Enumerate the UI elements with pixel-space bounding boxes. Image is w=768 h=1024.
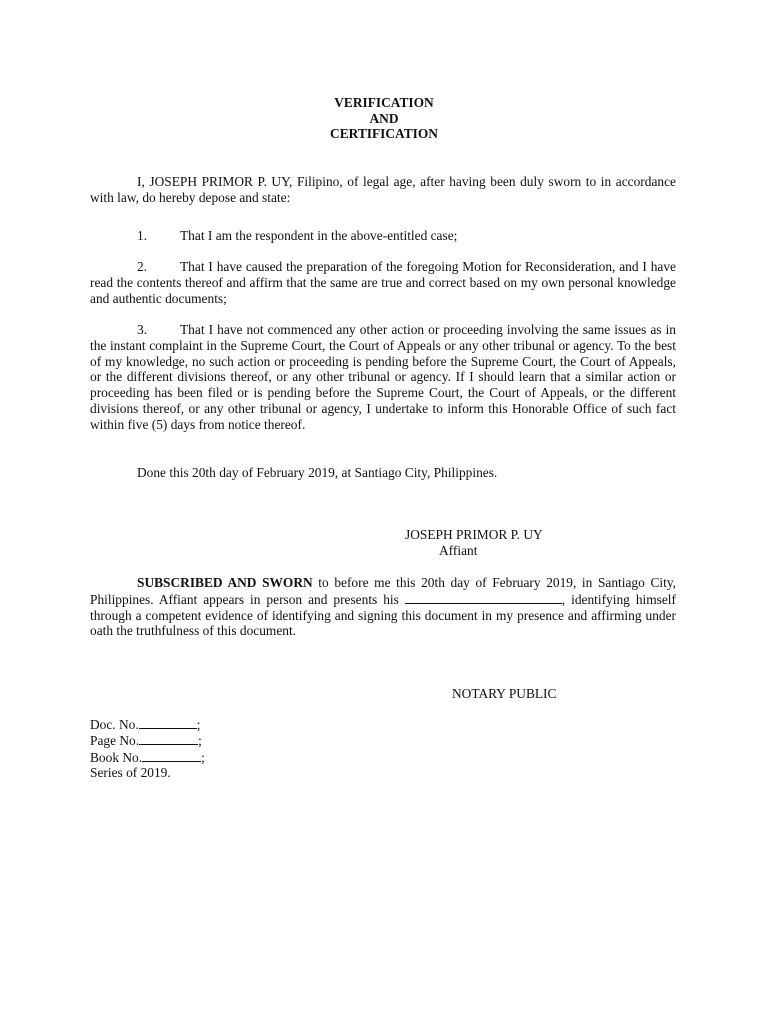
jurat-text-2: , identifying himself through a competent evidence of identifying and signing this document in my presence and affirming under oath the truthfulness of this document.	[90, 591, 676, 639]
jurat-text-1: to before me this 20th day of February 2019, in Santiago City, Philippines. Affiant appears in person and presents his	[90, 575, 676, 607]
item-1-text: That I am the respondent in the above-entitled case;	[180, 228, 458, 243]
id-blank-line[interactable]	[405, 591, 562, 604]
done-line: Done this 20th day of February 2019, at Santiago City, Philippines.	[137, 465, 498, 480]
title-line-1: VERIFICATION	[334, 95, 434, 110]
series-line: Series of 2019.	[90, 765, 171, 781]
page-no-line	[90, 732, 205, 748]
item-3-number: 3.	[137, 322, 148, 337]
doc-no-blank[interactable]	[139, 716, 197, 729]
title-line-2: AND	[369, 110, 399, 126]
intro-paragraph: I, JOSEPH PRIMOR P. UY, Filipino, of legal age, after having been duly sworn to in accordance with law, do hereby depose and state:	[90, 174, 676, 205]
doc-no-label: Doc. No.	[90, 717, 139, 732]
item-3-text: That I have not commenced any other action or proceeding involving the same issues as in the instant complaint in the Supreme Court, the Court of Appeals or any other tribunal or agency. To the best of my knowledge, no such action or proceeding is pending before the Supreme Court, the Court of Appeals, or the different divisions thereof, or any other tribunal or agency. If I should learn that a similar action or proceeding has been filed or is pending before the Supreme Court, the Court of Appeals, or the different divisions thereof, or any other tribunal or agency, I undertake to inform this Honorable Office of such fact within five (5) days from notice thereof.	[90, 322, 676, 432]
book-no-semicolon: ;	[201, 749, 205, 765]
item-3	[90, 322, 676, 433]
notary-public-label: NOTARY PUBLIC	[452, 686, 557, 701]
doc-no-semicolon: ;	[196, 717, 201, 732]
item-1-number: 1.	[137, 228, 148, 243]
item-2-text: That I have caused the preparation of the foregoing Motion for Reconsideration, and I have read the contents thereof and affirm that the same are true and correct based on my own personal knowledge and authentic documents;	[90, 259, 676, 306]
book-no-label: Book No.	[90, 749, 143, 765]
page-no-semicolon: ;	[198, 733, 202, 749]
item-1	[90, 228, 676, 244]
doc-no-line	[90, 716, 205, 732]
signatory-name: JOSEPH PRIMOR P. UY	[405, 527, 543, 542]
page-no-label: Page No.	[90, 733, 140, 749]
document-title	[0, 95, 768, 142]
docket-block	[90, 716, 205, 781]
book-no-line	[90, 749, 205, 765]
item-2	[90, 259, 676, 306]
book-no-blank[interactable]	[142, 749, 201, 762]
jurat-bold: SUBSCRIBED AND SWORN	[137, 575, 313, 590]
title-line-3: CERTIFICATION	[330, 126, 438, 141]
item-2-number: 2.	[137, 259, 148, 274]
page-no-blank[interactable]	[139, 732, 198, 745]
signatory-role: Affiant	[439, 543, 478, 558]
jurat-paragraph	[90, 575, 676, 639]
